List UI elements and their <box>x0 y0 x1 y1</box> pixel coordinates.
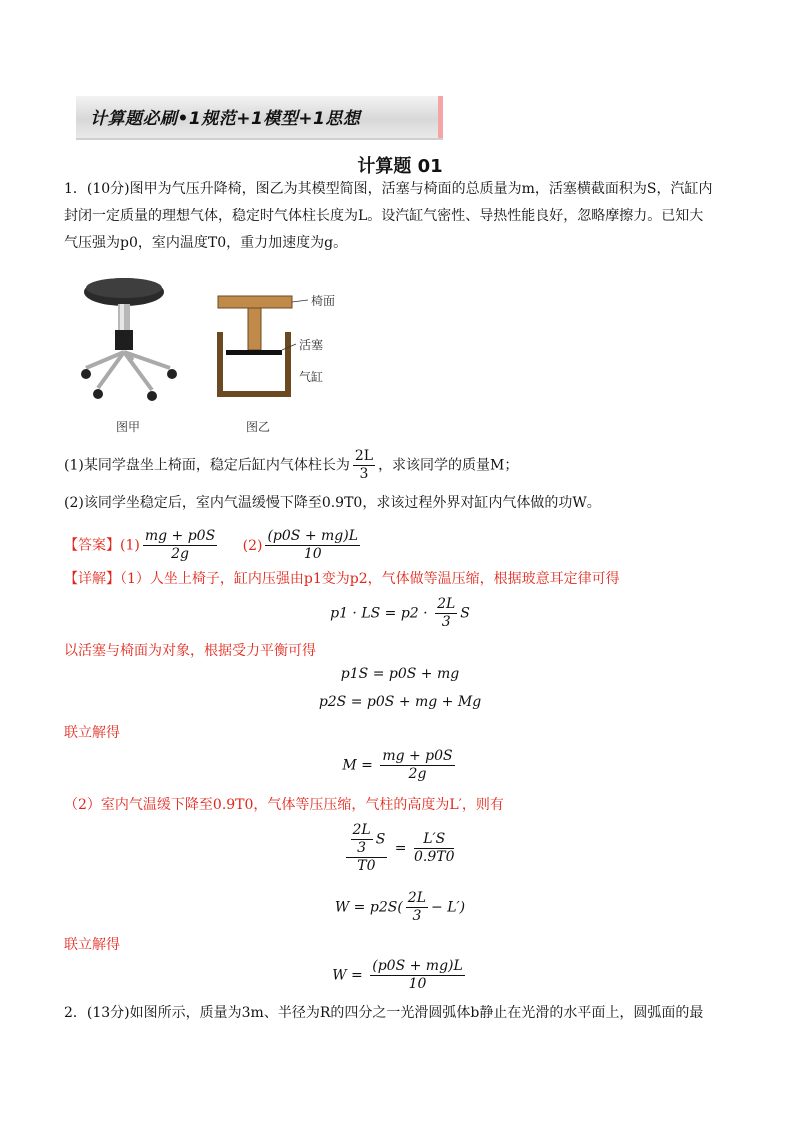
answer-label: 【答案】(1) <box>64 537 140 554</box>
detail-3: （2）室内气温缓下降至0.9T0，气体等压压缩，气柱的高度为L′，则有 <box>64 797 504 813</box>
answer2-num: (p0S + mg)L <box>267 528 359 544</box>
eq5-inner-den: 3 <box>357 840 367 856</box>
eq1-den: 3 <box>441 614 451 630</box>
banner-text: 计算题必刷•1规范+1模型+1思想 <box>90 109 361 129</box>
solve-label-1: 联立解得 <box>64 725 120 741</box>
q1-line2: 封闭一定质量的理想气体，稳定时气体柱长度为L。设汽缸气密性、导热性能良好，忽略摩擦力。已知大 <box>64 208 704 224</box>
q1-sub1 <box>64 448 740 483</box>
caption-fig-b: 图乙 <box>246 420 271 434</box>
eq7-fraction <box>370 958 465 993</box>
eq1-fraction <box>435 596 457 631</box>
equation-2: p1S = p0S + mg <box>340 666 460 682</box>
eq4-left: M = <box>342 757 373 774</box>
detail-2: 以活塞与椅面为对象，根据受力平衡可得 <box>64 643 316 659</box>
equation-7 <box>0 958 800 993</box>
eq6-den: 3 <box>412 908 422 924</box>
equation-4 <box>0 748 800 783</box>
eq1-num: 2L <box>437 596 456 612</box>
figures <box>78 270 348 435</box>
solve-label-2: 联立解得 <box>64 937 120 953</box>
eq6-num: 2L <box>407 890 427 906</box>
answer1-den: 2g <box>171 546 189 562</box>
eq5-s: S <box>375 831 386 848</box>
equation-5: $\frac{2L}{3}$ S T0 = $\frac{L'S}{0.9T0}$ <box>0 822 800 875</box>
label-piston: 活塞 <box>299 338 324 352</box>
q2-line1: 2．(13分)如图所示，质量为3m、半径为R的四分之一光滑圆弧体b静止在光滑的水平面上，圆弧面的最 <box>64 1005 704 1021</box>
eq5-rnum: L′S <box>414 831 455 849</box>
eq5-den: T0 <box>357 858 376 874</box>
detail-1: 【详解】（1）人坐上椅子，缸内压强由p1变为p2，气体做等温压缩，根据玻意耳定律可得 <box>64 571 620 587</box>
q1-sub2: (2)该同学坐稳定后，室内气温缓慢下降至0.9T0，求该过程外界对缸内气体做的功W。 <box>64 495 601 511</box>
eq5-rden: 0.9T0 <box>413 849 455 865</box>
answer2-den: 10 <box>303 546 322 562</box>
caption-fig-a: 图甲 <box>116 420 141 434</box>
label-seat: 椅面 <box>311 294 336 308</box>
eq5-left-num <box>346 822 388 858</box>
page-title: 计算题 01 <box>357 156 443 177</box>
eq5-inner-num: 2L <box>352 822 371 838</box>
eq5-right-fraction <box>414 831 455 866</box>
eq4-fraction <box>380 748 454 783</box>
eq7-den: 10 <box>408 976 427 992</box>
answer2-label: (2) <box>242 537 263 554</box>
answer-line <box>64 528 740 563</box>
eq1-right: S <box>460 605 470 622</box>
sub1-den: 3 <box>359 466 369 482</box>
equation-6 <box>0 890 800 925</box>
sub1-text: (1)某同学盘坐上椅面，稳定后缸内气体柱长为 <box>64 457 350 474</box>
eq4-den: 2g <box>408 766 427 782</box>
eq6-left: W = p2S( <box>334 899 403 916</box>
label-cylinder: 气缸 <box>299 370 324 384</box>
eq7-left: W = <box>332 967 363 984</box>
q1-line1: 1．(10分)图甲为气压升降椅，图乙为其模型简图，活塞与椅面的总质量为m，活塞横截面积为S，汽缸内 <box>64 181 713 197</box>
section-banner <box>76 96 443 138</box>
eq6-fraction <box>406 890 428 925</box>
sub1-num: 2L <box>354 448 374 464</box>
equation-3: p2S = p0S + mg + Mg <box>318 694 482 710</box>
eq1-left: p1 · LS = p2 · <box>330 605 428 622</box>
answer2-fraction <box>265 528 360 563</box>
q1-line3: 气压强为p0，室内温度T0，重力加速度为g。 <box>64 235 348 251</box>
answer1-num: mg + p0S <box>144 528 216 544</box>
eq5-left-fraction <box>346 822 388 875</box>
sub1-fraction <box>353 448 375 483</box>
answer1-fraction <box>143 528 217 563</box>
eq7-num: (p0S + mg)L <box>372 958 463 974</box>
sub1-post: ，求该同学的质量M； <box>378 457 519 474</box>
eq5-inner-fraction <box>351 822 373 857</box>
equation-1 <box>0 596 800 631</box>
eq6-right: − L′) <box>431 899 466 916</box>
eq4-num: mg + p0S <box>382 748 453 764</box>
